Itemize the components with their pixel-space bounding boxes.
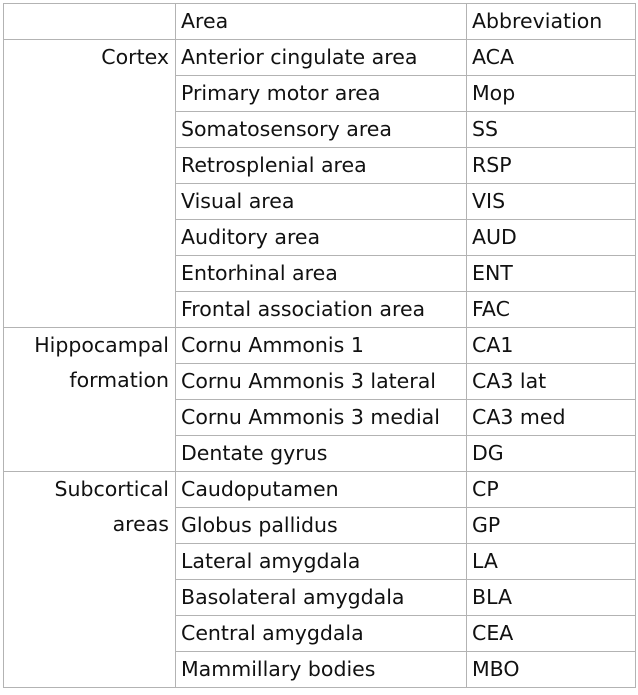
area-cell: Entorhinal area (176, 256, 467, 292)
abbreviation-cell: ENT (467, 256, 636, 292)
area-cell: Primary motor area (176, 76, 467, 112)
table-body (4, 40, 636, 688)
abbreviation-cell: DG (467, 436, 636, 472)
abbreviation-cell: MBO (467, 652, 636, 688)
group-label-line: formation (69, 368, 169, 392)
header-row (4, 4, 636, 40)
group-label-line: Hippocampal (34, 333, 169, 357)
area-cell: Retrosplenial area (176, 148, 467, 184)
area-cell: Central amygdala (176, 616, 467, 652)
abbreviation-cell: VIS (467, 184, 636, 220)
abbreviation-cell: GP (467, 508, 636, 544)
area-cell: Cornu Ammonis 3 lateral (176, 364, 467, 400)
abbreviation-cell: FAC (467, 292, 636, 328)
header-group-cell (4, 4, 176, 40)
brain-area-table (3, 3, 636, 688)
abbreviation-cell: CA3 lat (467, 364, 636, 400)
area-cell: Auditory area (176, 220, 467, 256)
group-label-line: areas (112, 512, 169, 536)
group-label (4, 472, 176, 688)
abbreviation-cell: CA3 med (467, 400, 636, 436)
area-cell: Lateral amygdala (176, 544, 467, 580)
area-cell: Somatosensory area (176, 112, 467, 148)
abbreviation-cell: AUD (467, 220, 636, 256)
area-cell: Caudoputamen (176, 472, 467, 508)
header-abbreviation: Abbreviation (467, 4, 636, 40)
abbreviation-cell: ACA (467, 40, 636, 76)
area-cell: Frontal association area (176, 292, 467, 328)
abbreviation-cell: BLA (467, 580, 636, 616)
area-cell: Globus pallidus (176, 508, 467, 544)
header-area: Area (176, 4, 467, 40)
table-row (4, 472, 636, 508)
group-label (4, 328, 176, 472)
table-row (4, 40, 636, 76)
abbreviation-cell: CEA (467, 616, 636, 652)
area-cell: Dentate gyrus (176, 436, 467, 472)
abbreviation-cell: CA1 (467, 328, 636, 364)
group-label (4, 40, 176, 328)
group-label-line: Subcortical (54, 477, 169, 501)
area-cell: Anterior cingulate area (176, 40, 467, 76)
table-row (4, 328, 636, 364)
area-cell: Cornu Ammonis 3 medial (176, 400, 467, 436)
area-cell: Basolateral amygdala (176, 580, 467, 616)
abbreviation-cell: CP (467, 472, 636, 508)
abbreviation-cell: LA (467, 544, 636, 580)
area-cell: Mammillary bodies (176, 652, 467, 688)
abbreviation-cell: RSP (467, 148, 636, 184)
abbreviation-cell: SS (467, 112, 636, 148)
group-label-line: Cortex (101, 45, 169, 69)
area-cell: Cornu Ammonis 1 (176, 328, 467, 364)
area-cell: Visual area (176, 184, 467, 220)
abbreviation-cell: Mop (467, 76, 636, 112)
